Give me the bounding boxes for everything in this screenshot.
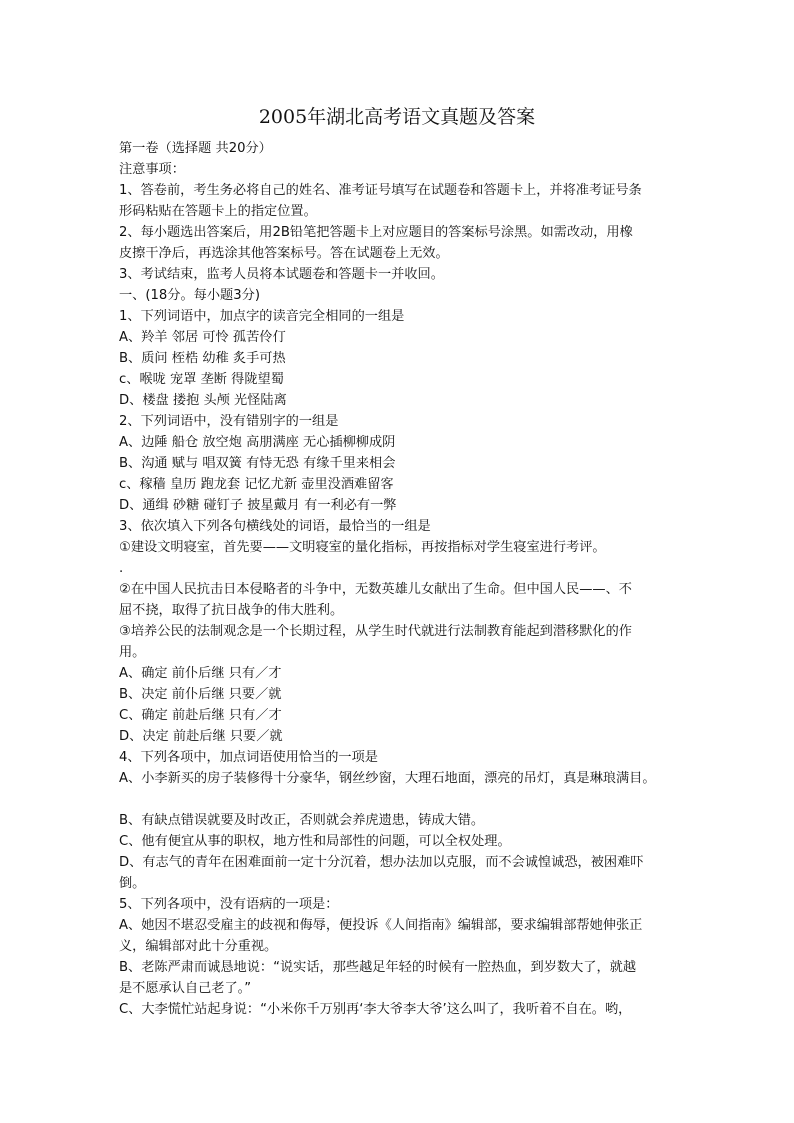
text-line: 形码粘贴在答题卡上的指定位置。 [119,204,317,219]
text-line: 用。 [119,645,146,660]
text-line: B、决定 前仆后继 只要／就 [119,687,282,702]
text-line: D、通缉 砂糖 碰钉子 披星戴月 有一利必有一弊 [119,498,397,513]
text-line: B、有缺点错误就要及时改正，否则就会养虎遗患，铸成大错。 [119,813,485,828]
text-line: 第一卷（选择题 共20分） [119,141,272,156]
text-line: B、沟通 赋与 唱双簧 有恃无恐 有缘千里来相会 [119,456,396,471]
text-line: C、大李慌忙站起身说：“小米你千万别再‘李大爷李大爷’这么叫了，我听着不自在。哟， [119,1002,632,1017]
text-line: C、他有便宜从事的职权，地方性和局部性的问题，可以全权处理。 [119,834,511,849]
text-line: A、确定 前仆后继 只有／才 [119,666,282,681]
text-line: ①建设文明寝室，首先要——文明寝室的量化指标，再按指标对学生寝室进行考评。 [119,540,606,555]
text-line: D、有志气的青年在困难面前一定十分沉着，想办法加以克服，而不会诚惶诚恐，被困难吓 [119,855,644,870]
text-line: B、质问 桎梏 幼稚 炙手可热 [119,351,286,366]
text-line: 1、下列词语中，加点字的读音完全相同的一组是 [119,309,405,324]
text-line: 1、答卷前，考生务必将自己的姓名、准考证号填写在试题卷和答题卡上，并将准考证号条 [119,183,642,198]
text-line: D、楼盘 搂抱 头颅 光怪陆离 [119,393,287,408]
text-line: c、喉咙 宠罩 垄断 得陇望蜀 [119,372,284,387]
text-line: c、稼穑 皇历 跑龙套 记忆尤新 壶里没酒难留客 [119,477,394,492]
text-line: D、决定 前赴后继 只要／就 [119,729,283,744]
text-line: 注意事项： [119,162,185,177]
text-line: 一、(18分。每小题3分) [119,288,260,303]
text-line: C、确定 前赴后继 只有／才 [119,708,282,723]
text-line: 义，编辑部对此十分重视。 [119,939,278,954]
text-line: ③培养公民的法制观念是一个长期过程，从学生时代就进行法制教育能起到潜移默化的作 [119,624,632,639]
text-line: A、她因不堪忍受雇主的歧视和侮辱，便投诉《人间指南》编辑部，要求编辑部帮她伸张正 [119,918,643,933]
text-line [119,789,691,810]
text-line: 3、依次填入下列各句横线处的词语，最恰当的一组是 [119,519,431,534]
text-line: . [119,561,124,576]
document-title: 2005年湖北高考语文真题及答案 [258,106,536,128]
document-body [119,138,691,1020]
text-line: B、老陈严肃而诚恳地说：“说实话，那些越足年轻的时候有一腔热血，到岁数大了，就越 [119,960,637,975]
text-line: 皮擦干净后，再选涂其他答案标号。答在试题卷上无效。 [119,246,449,261]
text-line: 2、每小题选出答案后，用2B铅笔把答题卡上对应题目的答案标号涂黑。如需改动，用橡 [119,225,633,240]
text-line: 4、下列各项中，加点词语使用恰当的一项是 [119,750,378,765]
text-line: 屈不挠，取得了抗日战争的伟大胜利。 [119,603,344,618]
text-line: A、边陲 船仓 放空炮 高朋满座 无心插柳柳成阴 [119,435,396,450]
text-line: 是不愿承认自己老了。” [119,981,252,996]
text-line: 3、考试结束，监考人员将本试题卷和答题卡一并收回。 [119,267,444,282]
text-line: A、羚羊 邻居 可怜 孤苦伶仃 [119,330,286,345]
text-line: 倒。 [119,876,146,891]
text-line: 2、下列词语中，没有错别字的一组是 [119,414,339,429]
text-line: ②在中国人民抗击日本侵略者的斗争中，无数英雄儿女献出了生命。但中国人民——、不 [119,582,632,597]
text-line: 5、下列各项中，没有语病的一项是： [119,897,339,912]
text-line: A、小李新买的房子装修得十分豪华，钢丝纱窗，大理石地面，漂亮的吊灯，真是琳琅满目。 [119,771,656,786]
